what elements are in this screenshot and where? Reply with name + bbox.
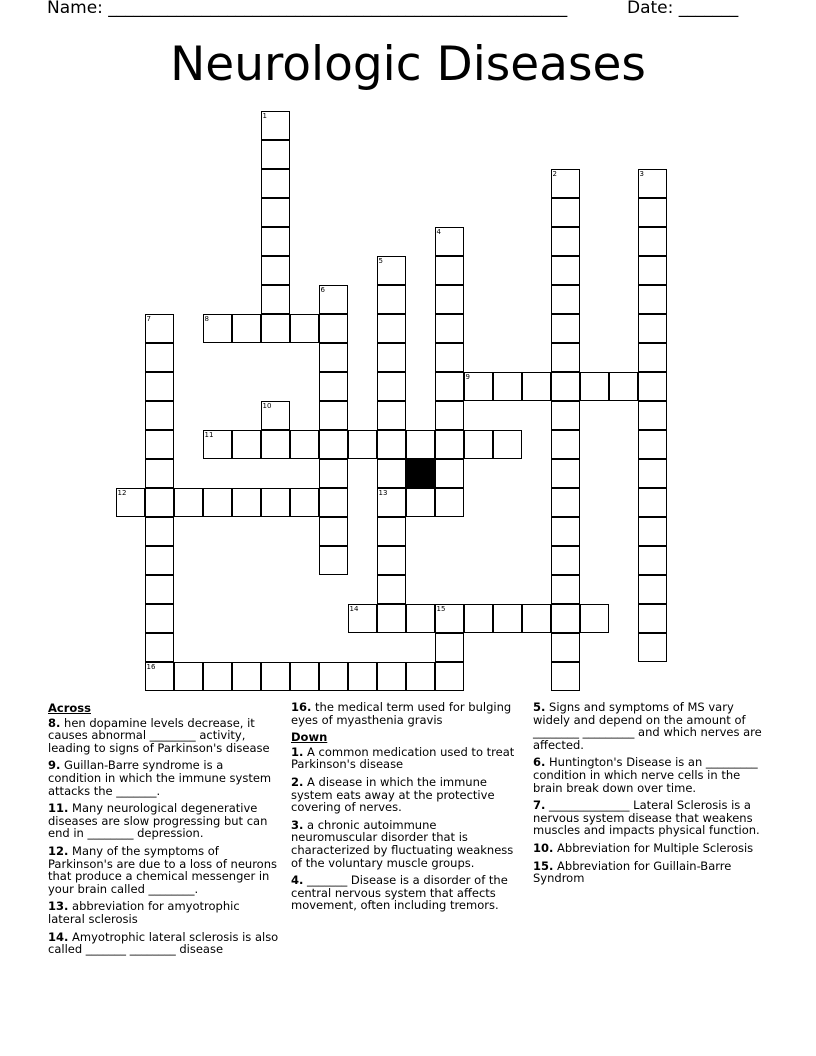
crossword-cell[interactable] bbox=[435, 314, 464, 343]
crossword-cell[interactable] bbox=[435, 430, 464, 459]
crossword-cell[interactable] bbox=[174, 662, 203, 691]
crossword-cell[interactable] bbox=[348, 430, 377, 459]
clue-text: Abbreviation for Multiple Sclerosis bbox=[553, 840, 754, 855]
crossword-cell[interactable] bbox=[551, 314, 580, 343]
clue-column-2 bbox=[291, 701, 523, 917]
crossword-cell[interactable] bbox=[435, 372, 464, 401]
crossword-cell[interactable] bbox=[551, 633, 580, 662]
crossword-cell[interactable] bbox=[145, 372, 174, 401]
crossword-cell[interactable] bbox=[551, 401, 580, 430]
clue-text: the medical term used for bulging eyes of myasthenia gravis bbox=[291, 700, 512, 727]
crossword-cell[interactable] bbox=[551, 227, 580, 256]
crossword-cell[interactable] bbox=[319, 488, 348, 517]
crossword-cell[interactable] bbox=[638, 633, 667, 662]
crossword-cell[interactable] bbox=[232, 662, 261, 691]
clue-number: 1. bbox=[291, 744, 304, 759]
crossword-cell[interactable] bbox=[261, 256, 290, 285]
clue-number: 16. bbox=[291, 700, 312, 714]
clue-number-label: 6 bbox=[320, 285, 325, 294]
crossword-cell[interactable] bbox=[435, 256, 464, 285]
clue-number-label: 1 bbox=[262, 111, 267, 120]
crossword-cell[interactable] bbox=[377, 604, 406, 633]
crossword-cell[interactable] bbox=[145, 343, 174, 372]
crossword-cell[interactable] bbox=[145, 575, 174, 604]
clue-number: 10. bbox=[533, 840, 554, 855]
crossword-cell[interactable] bbox=[145, 459, 174, 488]
crossword-cell[interactable] bbox=[377, 546, 406, 575]
crossword-block-cell bbox=[406, 459, 435, 488]
clue-number-label: 5 bbox=[378, 256, 383, 265]
crossword-cell[interactable] bbox=[638, 575, 667, 604]
crossword-cell[interactable] bbox=[145, 662, 174, 691]
crossword-cell[interactable] bbox=[435, 459, 464, 488]
clue-number: 6. bbox=[533, 755, 546, 770]
clue-number: 3. bbox=[291, 817, 304, 832]
clue-number: 12. bbox=[48, 843, 69, 858]
crossword-cell[interactable] bbox=[145, 401, 174, 430]
crossword-cell[interactable] bbox=[377, 401, 406, 430]
clue-text: Huntington's Disease is an _________ condition in which nerve cells in the brain break down over time. bbox=[533, 755, 758, 795]
clue-text: Many of the symptoms of Parkinson's are due to a loss of neurons that produce a chemical messenger in your brain called ________. bbox=[48, 843, 277, 896]
crossword-cell[interactable] bbox=[551, 372, 580, 401]
crossword-cell[interactable] bbox=[348, 604, 377, 633]
crossword-cell[interactable] bbox=[377, 517, 406, 546]
crossword-cell[interactable] bbox=[551, 488, 580, 517]
crossword-cell[interactable] bbox=[261, 401, 290, 430]
clue-number: 9. bbox=[48, 758, 61, 773]
clue-down-4 bbox=[291, 874, 523, 912]
clue-across-16 bbox=[291, 701, 523, 726]
clue-number-label: 7 bbox=[146, 314, 151, 323]
crossword-cell[interactable] bbox=[377, 662, 406, 691]
crossword-cell[interactable] bbox=[377, 314, 406, 343]
clue-number-label: 8 bbox=[204, 314, 209, 323]
crossword-cell[interactable] bbox=[435, 343, 464, 372]
crossword-cell[interactable] bbox=[319, 517, 348, 546]
clue-across-14 bbox=[48, 931, 280, 956]
clue-number-label: 15 bbox=[436, 604, 446, 613]
crossword-cell[interactable] bbox=[638, 517, 667, 546]
crossword-cell[interactable] bbox=[464, 604, 493, 633]
crossword-cell[interactable] bbox=[261, 488, 290, 517]
clue-number-label: 2 bbox=[552, 169, 557, 178]
crossword-cell[interactable] bbox=[638, 256, 667, 285]
crossword-cell[interactable] bbox=[145, 488, 174, 517]
crossword-cell[interactable] bbox=[435, 227, 464, 256]
crossword-cell[interactable] bbox=[203, 488, 232, 517]
crossword-cell[interactable] bbox=[435, 604, 464, 633]
clue-number: 4. bbox=[291, 873, 304, 888]
crossword-cell[interactable] bbox=[609, 372, 638, 401]
clue-number-label: 3 bbox=[639, 169, 644, 178]
crossword-cell[interactable] bbox=[290, 430, 319, 459]
crossword-cell[interactable] bbox=[377, 256, 406, 285]
crossword-cell[interactable] bbox=[261, 662, 290, 691]
clue-number-label: 9 bbox=[465, 372, 470, 381]
crossword-cell[interactable] bbox=[435, 662, 464, 691]
clue-text: a chronic autoimmune neuromuscular disorder that is characterized by fluctuating weakness of the voluntary muscle groups. bbox=[291, 817, 514, 870]
crossword-cell[interactable] bbox=[638, 604, 667, 633]
clue-text: _______ Disease is a disorder of the central nervous system that affects movement, often including tremors. bbox=[291, 873, 508, 913]
crossword-cell[interactable] bbox=[406, 662, 435, 691]
crossword-cell[interactable] bbox=[319, 430, 348, 459]
clue-across-8 bbox=[48, 717, 280, 755]
crossword-cell[interactable] bbox=[203, 662, 232, 691]
clue-down-6 bbox=[533, 756, 773, 794]
crossword-cell[interactable] bbox=[435, 285, 464, 314]
crossword-cell[interactable] bbox=[232, 430, 261, 459]
crossword-cell[interactable] bbox=[406, 430, 435, 459]
crossword-cell[interactable] bbox=[377, 430, 406, 459]
crossword-cell[interactable] bbox=[290, 488, 319, 517]
clue-across-13 bbox=[48, 900, 280, 925]
date-field-label: Date: _______ bbox=[627, 0, 739, 18]
clue-column-1 bbox=[48, 701, 280, 961]
clue-number: 15. bbox=[533, 858, 554, 873]
crossword-cell[interactable] bbox=[638, 401, 667, 430]
name-field-label: Name: ______________________________________________________ bbox=[47, 0, 568, 18]
clue-text: A disease in which the immune system eats away at the protective covering of nerves. bbox=[291, 774, 495, 815]
crossword-cell[interactable] bbox=[638, 198, 667, 227]
clue-text: Many neurological degenerative diseases are slow progressing but can end in ________ depression. bbox=[48, 801, 268, 841]
clue-number-label: 13 bbox=[378, 488, 388, 497]
crossword-cell[interactable] bbox=[522, 372, 551, 401]
crossword-cell[interactable] bbox=[261, 430, 290, 459]
crossword-cell[interactable] bbox=[638, 372, 667, 401]
crossword-cell[interactable] bbox=[551, 256, 580, 285]
clue-number-label: 4 bbox=[436, 227, 441, 236]
crossword-cell[interactable] bbox=[145, 633, 174, 662]
clue-text: Signs and symptoms of MS vary widely and depend on the amount of ________ _________ and which nerves are affected. bbox=[533, 700, 762, 752]
clue-down-2 bbox=[291, 776, 523, 814]
crossword-cell[interactable] bbox=[174, 488, 203, 517]
crossword-cell[interactable] bbox=[232, 314, 261, 343]
crossword-cell[interactable] bbox=[145, 314, 174, 343]
clue-text: abbreviation for amyotrophic lateral sclerosis bbox=[48, 899, 240, 926]
clue-down-5 bbox=[533, 701, 773, 751]
clue-down-3 bbox=[291, 819, 523, 869]
clue-text: ______________ Lateral Sclerosis is a nervous system disease that weakens muscles and impacts physical function. bbox=[533, 798, 760, 838]
crossword-cell[interactable] bbox=[348, 662, 377, 691]
crossword-cell[interactable] bbox=[580, 604, 609, 633]
clue-text: Guillan-Barre syndrome is a condition in which the immune system attacks the _______. bbox=[48, 758, 272, 798]
crossword-cell[interactable] bbox=[232, 488, 261, 517]
clue-number: 7. bbox=[533, 798, 546, 813]
crossword-cell[interactable] bbox=[261, 227, 290, 256]
crossword-cell[interactable] bbox=[638, 285, 667, 314]
clue-text: hen dopamine levels decrease, it causes abnormal ________ activity, leading to signs of Parkinson's disease bbox=[48, 715, 270, 755]
clue-number: 5. bbox=[533, 700, 546, 714]
crossword-cell[interactable] bbox=[493, 604, 522, 633]
crossword-cell[interactable] bbox=[261, 140, 290, 169]
crossword-cell[interactable] bbox=[203, 314, 232, 343]
crossword-cell[interactable] bbox=[464, 430, 493, 459]
crossword-cell[interactable] bbox=[319, 401, 348, 430]
crossword-cell[interactable] bbox=[638, 343, 667, 372]
crossword-cell[interactable] bbox=[493, 430, 522, 459]
crossword-cell[interactable] bbox=[551, 662, 580, 691]
crossword-cell[interactable] bbox=[638, 459, 667, 488]
crossword-cell[interactable] bbox=[319, 314, 348, 343]
clue-number-label: 11 bbox=[204, 430, 214, 439]
crossword-cell[interactable] bbox=[638, 546, 667, 575]
clue-number-label: 12 bbox=[117, 488, 127, 497]
crossword-cell[interactable] bbox=[638, 488, 667, 517]
crossword-cell[interactable] bbox=[377, 372, 406, 401]
crossword-cell[interactable] bbox=[406, 604, 435, 633]
crossword-cell[interactable] bbox=[493, 372, 522, 401]
crossword-cell[interactable] bbox=[377, 285, 406, 314]
clue-number: 14. bbox=[48, 929, 69, 944]
crossword-cell[interactable] bbox=[551, 430, 580, 459]
clue-text: Abbreviation for Guillain-Barre Syndrom bbox=[533, 858, 732, 886]
clue-down-7 bbox=[533, 799, 773, 837]
crossword-cell[interactable] bbox=[435, 401, 464, 430]
crossword-cell[interactable] bbox=[551, 285, 580, 314]
crossword-cell[interactable] bbox=[319, 459, 348, 488]
crossword-cell[interactable] bbox=[261, 198, 290, 227]
crossword-cell[interactable] bbox=[319, 662, 348, 691]
clue-text: A common medication used to treat Parkinson's disease bbox=[291, 744, 515, 772]
crossword-cell[interactable] bbox=[464, 372, 493, 401]
clue-down-15 bbox=[533, 860, 773, 885]
page-title: Neurologic Diseases bbox=[170, 37, 646, 92]
clue-text: Amyotrophic lateral sclerosis is also called _______ ________ disease bbox=[48, 929, 279, 957]
crossword-cell[interactable] bbox=[551, 575, 580, 604]
crossword-cell[interactable] bbox=[145, 517, 174, 546]
crossword-cell[interactable] bbox=[551, 517, 580, 546]
crossword-cell[interactable] bbox=[551, 604, 580, 633]
clue-across-12 bbox=[48, 845, 280, 895]
clue-across-11 bbox=[48, 802, 280, 840]
clue-down-10 bbox=[533, 842, 773, 855]
crossword-cell[interactable] bbox=[261, 314, 290, 343]
crossword-cell[interactable] bbox=[551, 169, 580, 198]
crossword-cell[interactable] bbox=[522, 604, 551, 633]
crossword-cell[interactable] bbox=[145, 546, 174, 575]
crossword-cell[interactable] bbox=[261, 285, 290, 314]
crossword-cell[interactable] bbox=[377, 459, 406, 488]
crossword-cell[interactable] bbox=[551, 459, 580, 488]
clue-number: 2. bbox=[291, 774, 304, 789]
clue-number: 8. bbox=[48, 715, 61, 730]
crossword-cell[interactable] bbox=[638, 430, 667, 459]
crossword-cell[interactable] bbox=[319, 343, 348, 372]
crossword-cell[interactable] bbox=[319, 546, 348, 575]
clue-number: 11. bbox=[48, 801, 69, 816]
crossword-cell[interactable] bbox=[551, 546, 580, 575]
crossword-cell[interactable] bbox=[580, 372, 609, 401]
crossword-cell[interactable] bbox=[377, 575, 406, 604]
crossword-cell[interactable] bbox=[377, 343, 406, 372]
crossword-cell[interactable] bbox=[435, 633, 464, 662]
across-heading: Across bbox=[48, 701, 91, 715]
clue-number-label: 16 bbox=[146, 662, 156, 671]
crossword-cell[interactable] bbox=[406, 488, 435, 517]
crossword-cell[interactable] bbox=[116, 488, 145, 517]
crossword-cell[interactable] bbox=[435, 488, 464, 517]
crossword-cell[interactable] bbox=[290, 314, 319, 343]
crossword-cell[interactable] bbox=[145, 430, 174, 459]
clue-number-label: 14 bbox=[349, 604, 359, 613]
crossword-cell[interactable] bbox=[203, 430, 232, 459]
crossword-cell[interactable] bbox=[261, 169, 290, 198]
clue-number-label: 10 bbox=[262, 401, 272, 410]
crossword-cell[interactable] bbox=[290, 662, 319, 691]
crossword-cell[interactable] bbox=[638, 314, 667, 343]
clue-column-3 bbox=[533, 701, 773, 890]
crossword-cell[interactable] bbox=[551, 343, 580, 372]
crossword-cell[interactable] bbox=[319, 372, 348, 401]
crossword-cell[interactable] bbox=[377, 488, 406, 517]
crossword-cell[interactable] bbox=[638, 227, 667, 256]
crossword-cell[interactable] bbox=[638, 169, 667, 198]
clue-down-1 bbox=[291, 746, 523, 771]
down-heading: Down bbox=[291, 730, 328, 745]
crossword-cell[interactable] bbox=[261, 111, 290, 140]
crossword-cell[interactable] bbox=[551, 198, 580, 227]
crossword-cell[interactable] bbox=[145, 604, 174, 633]
crossword-cell[interactable] bbox=[319, 285, 348, 314]
clue-number: 13. bbox=[48, 899, 69, 914]
clue-across-9 bbox=[48, 759, 280, 797]
